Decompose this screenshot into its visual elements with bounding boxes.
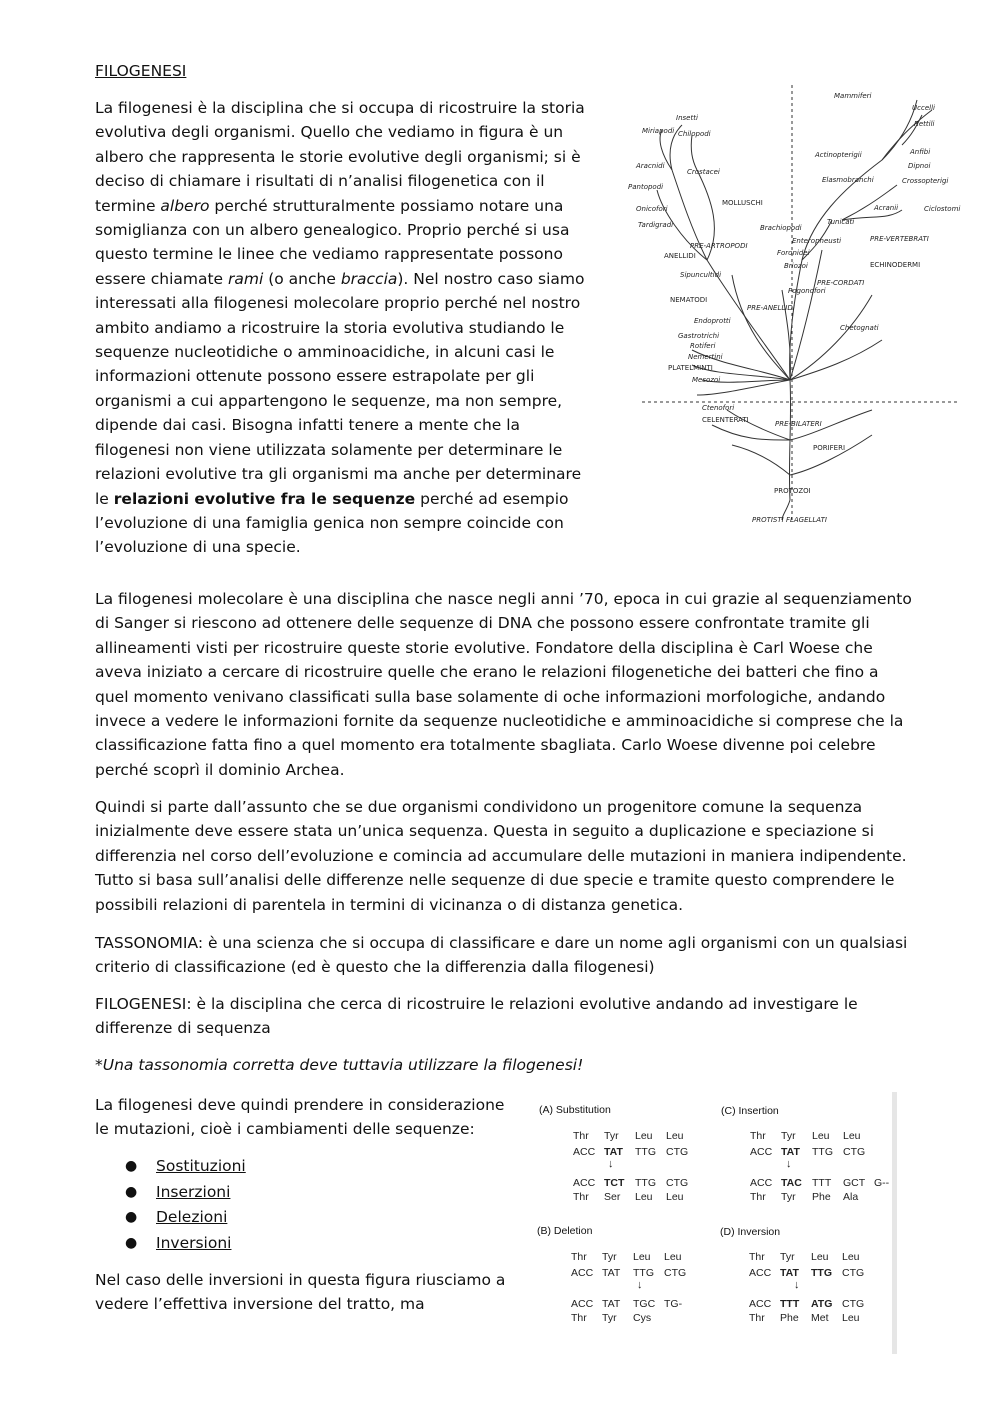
label-platelminti: PLATELMINTI <box>668 364 713 372</box>
seq-row: ACC TCT TTG CTG <box>573 1177 689 1189</box>
mutation-inserzioni: Inserzioni <box>156 1182 231 1201</box>
label-anellidi: ANELLIDI <box>664 252 696 260</box>
label-mammiferi: Mammiferi <box>834 92 872 100</box>
seq-row: Thr Tyr Leu Leu <box>571 1251 682 1263</box>
label-ciclostomi: Ciclostomi <box>924 205 961 213</box>
label-pre-vertebrati: PRE-VERTEBRATI <box>870 235 929 243</box>
label-dipnoi: Dipnoi <box>908 162 931 170</box>
label-rettili: Rettili <box>914 120 935 128</box>
italic-term: albero <box>160 196 210 215</box>
seq-row: Thr Tyr Leu Leu <box>750 1130 861 1142</box>
panel-d-title: (D) Inversion <box>720 1226 781 1238</box>
paragraph-inversions: Nel caso delle inversioni in questa figura riusciamo a vedere l’effettiva inversione del tratto, ma <box>95 1271 506 1314</box>
seq-row: ACC TTT ATG CTG <box>749 1298 865 1310</box>
label-poriferi: PORIFERI <box>813 444 846 452</box>
label-insetti: Insetti <box>676 114 698 122</box>
label-pre-artropodi: PRE-ARTROPODI <box>690 242 748 250</box>
mutation-sostituzioni: Sostituzioni <box>156 1157 246 1175</box>
label-tunicati: Tunicati <box>827 218 855 226</box>
seq-row: Thr Phe Met Leu <box>749 1312 860 1324</box>
label-endoprotti: Endoprotti <box>694 317 731 325</box>
label-pogonofori: Pogonofori <box>788 287 826 295</box>
label-foronidei: Foronidei <box>777 249 810 257</box>
intro-paragraph <box>95 96 595 560</box>
list-item <box>120 1231 246 1257</box>
phylogenetic-tree-figure <box>612 80 962 530</box>
figure-edge <box>892 1092 897 1354</box>
tree-labels <box>628 92 960 524</box>
label-anfibi: Anfibi <box>910 148 931 156</box>
seq-row: Thr Tyr Leu Leu <box>573 1130 684 1142</box>
arrow-down-icon: ↓ <box>637 1279 643 1291</box>
seq-row: Thr Tyr Leu Leu <box>749 1251 860 1263</box>
seq-row: ACC TAT TTG CTG <box>573 1146 689 1158</box>
label-onicofori: Onicofori <box>636 205 668 213</box>
label-molluschi: MOLLUSCHI <box>722 199 763 207</box>
label-echinodermi: ECHINODERMI <box>870 261 921 269</box>
label-briozoi: Briozoi <box>784 262 808 270</box>
label-rotiferi: Rotiferi <box>690 342 716 350</box>
list-item <box>120 1154 246 1180</box>
seq-row: ACC TAT TTG CTG <box>750 1146 866 1158</box>
list-item <box>120 1205 246 1231</box>
bullet-icon: ● <box>125 1183 138 1200</box>
mutation-delezioni: Delezioni <box>156 1208 228 1226</box>
label-tardigradi: Tardigradi <box>638 221 674 229</box>
bullet-icon: ● <box>125 1234 138 1251</box>
seq-row: Thr Tyr Cys <box>571 1312 652 1324</box>
label-brachiopodi: Brachiopodi <box>760 224 802 232</box>
bullet-icon: ● <box>125 1158 138 1174</box>
seq-row: ACC TAT TTG CTG <box>749 1267 865 1279</box>
label-nemertini: Nemertini <box>688 353 723 361</box>
label-protisti-flagellati: PROTISTI FLAGELLATI <box>752 516 827 524</box>
label-enteropneusti: Enteropneusti <box>792 237 842 245</box>
mutation-inversioni: Inversioni <box>156 1233 232 1252</box>
paragraph-tassonomia: TASSONOMIA: è una scienza che si occupa di classificare e dare un nome agli organismi con un qualsiasi criterio di classificazione (ed è questo che la differenzia dalla filogenesi) <box>95 934 908 977</box>
text-run: ). Nel nostro caso siamo interessati alla filogenesi molecolare proprio perché nel nostro ambito andiamo a ricostruire la storia evolutiva studiando le sequenze nucleotidiche o amminoacidiche, in alcuni casi le informazioni ottenute possono essere estrapolate per gli organismi a cui appartengono le sequenze, ma non sempre, dipende dai casi. Bisogna infatti tenere a mente che la filogenesi non viene utilizzata solamente per determinare le relazioni evolutive tra gli organismi ma anche per determinare le <box>95 269 585 508</box>
label-crossopterigi: Crossopterigi <box>902 177 949 185</box>
label-protozoi: PROTOZOI <box>774 487 811 495</box>
bold-term: relazioni evolutive fra le sequenze <box>113 489 416 508</box>
list-item <box>120 1180 246 1206</box>
page-title: FILOGENESI <box>95 62 187 80</box>
seq-row: Thr Tyr Phe Ala <box>750 1191 859 1203</box>
text-run: perché ad esempio l’evoluzione di una famiglia genica non sempre coincide con l’evoluzione di una specie. <box>95 489 569 557</box>
paragraph-mutations-intro: La filogenesi deve quindi prendere in considerazione le mutazioni, cioè i cambiamenti delle sequenze: <box>95 1096 505 1139</box>
mutation-types-figure <box>525 1090 897 1360</box>
italic-term: rami <box>228 269 264 288</box>
text-run: perché strutturalmente possiamo notare una somiglianza con un albero genealogico. Proprio perché si usa questo termine le linee che vediamo rappresentate possono essere chiamate <box>95 196 570 288</box>
label-actinopterigii: Actinopterigii <box>815 151 862 159</box>
arrow-down-icon: ↓ <box>608 1158 614 1170</box>
label-crostacei: Crostacei <box>687 168 720 176</box>
label-celenterati: CELENTERATI <box>702 416 749 424</box>
label-elasmobranchi: Elasmobranchi <box>822 176 874 184</box>
paragraph-filogenesi-definition: FILOGENESI: è la disciplina che cerca di ricostruire le relazioni evolutive andando ad investigare le differenze di sequenza <box>95 995 858 1038</box>
label-chilopodi: Chilopodi <box>678 130 711 138</box>
label-pre-cordati: PRE-CORDATI <box>817 279 865 287</box>
label-sipuncultidi: Sipuncultidi <box>680 271 722 279</box>
label-gastrotrichi: Gastrotrichi <box>678 332 720 340</box>
label-chetognati: Chetognati <box>840 324 879 332</box>
paragraph-common-ancestor: Quindi si parte dall’assunto che se due organismi condividono un progenitore comune la sequenza inizialmente deve essere stata un’unica sequenza. Questa in seguito a duplicazione e speciazione si differenzia nel corso dell’evoluzione e comincia ad accumulare delle mutazioni in maniera indipendente. Tutto si basa sull’analisi delle differenze nelle sequenze di due specie e tramite questo comprendere le possibili relazioni di parentela in termini di vicinanza o di distanza genetica. <box>95 798 907 914</box>
label-pre-anellidi: PRE-ANELLIDI <box>747 304 795 312</box>
arrow-down-icon: ↓ <box>786 1158 792 1170</box>
panel-c-title: (C) Insertion <box>721 1105 779 1117</box>
seq-row: ACC TAC TTT GCT G-- <box>750 1177 890 1189</box>
arrow-down-icon: ↓ <box>794 1279 800 1291</box>
text-run: La filogenesi è la disciplina che si occupa di ricostruire la storia evolutiva degli organismi. Quello che vediamo in figura è un albero che rappresenta le storie evolutive degli organismi; si è deciso di chiamare i risultati di n’analisi filogenetica con il termine <box>95 99 585 215</box>
seq-row: ACC TAT TTG CTG <box>571 1267 687 1279</box>
italic-term: braccia <box>340 269 398 288</box>
panel-a-title: (A) Substitution <box>539 1104 611 1116</box>
label-ctenofori: Ctenofori <box>702 404 735 412</box>
label-mesozoi: Mesozoi <box>692 376 721 384</box>
label-miriapodi: Miriapodi <box>642 127 675 135</box>
seq-row: ACC TAT TGC TG- <box>571 1298 683 1310</box>
label-acranii: Acranii <box>874 204 899 212</box>
label-nematodi: NEMATODI <box>670 296 708 304</box>
label-aracnidi: Aracnidi <box>636 162 665 170</box>
seq-row: Thr Ser Leu Leu <box>573 1191 684 1203</box>
label-pre-bilateri: PRE-BILATERI <box>775 420 822 428</box>
label-pantopodi: Pantopodi <box>628 183 664 191</box>
bullet-icon: ● <box>125 1209 138 1225</box>
mutation-list <box>120 1154 246 1256</box>
label-uccelli: Uccelli <box>912 104 935 112</box>
panel-b-title: (B) Deletion <box>537 1225 593 1237</box>
note-tassonomia: *Una tassonomia corretta deve tuttavia utilizzare la filogenesi! <box>95 1056 584 1074</box>
text-run: (o anche <box>263 269 341 288</box>
paragraph-molecular-phylogeny: La filogenesi molecolare è una disciplina che nasce negli anni ’70, epoca in cui grazie al sequenziamento di Sanger si riescono ad ottenere delle sequenze di DNA che possono essere confrontate tramite gli allineamenti visti per ricostruire queste storie evolutive. Fondatore della disciplina è Carl Woese che aveva iniziato a cercare di ricostruire quelle che erano le relazioni filogenetiche dei batteri che fino a quel momento venivano classificati sulla base solamente di oche informazioni morfologiche, andando invece a vedere le informazioni fornite da sequenze nucleotidiche e amminoacidiche si comprese che la classificazione fatta fino a quel momento era totalmente sbagliata. Carlo Woese divenne poi celebre perché scoprì il dominio Archea. <box>95 590 912 779</box>
